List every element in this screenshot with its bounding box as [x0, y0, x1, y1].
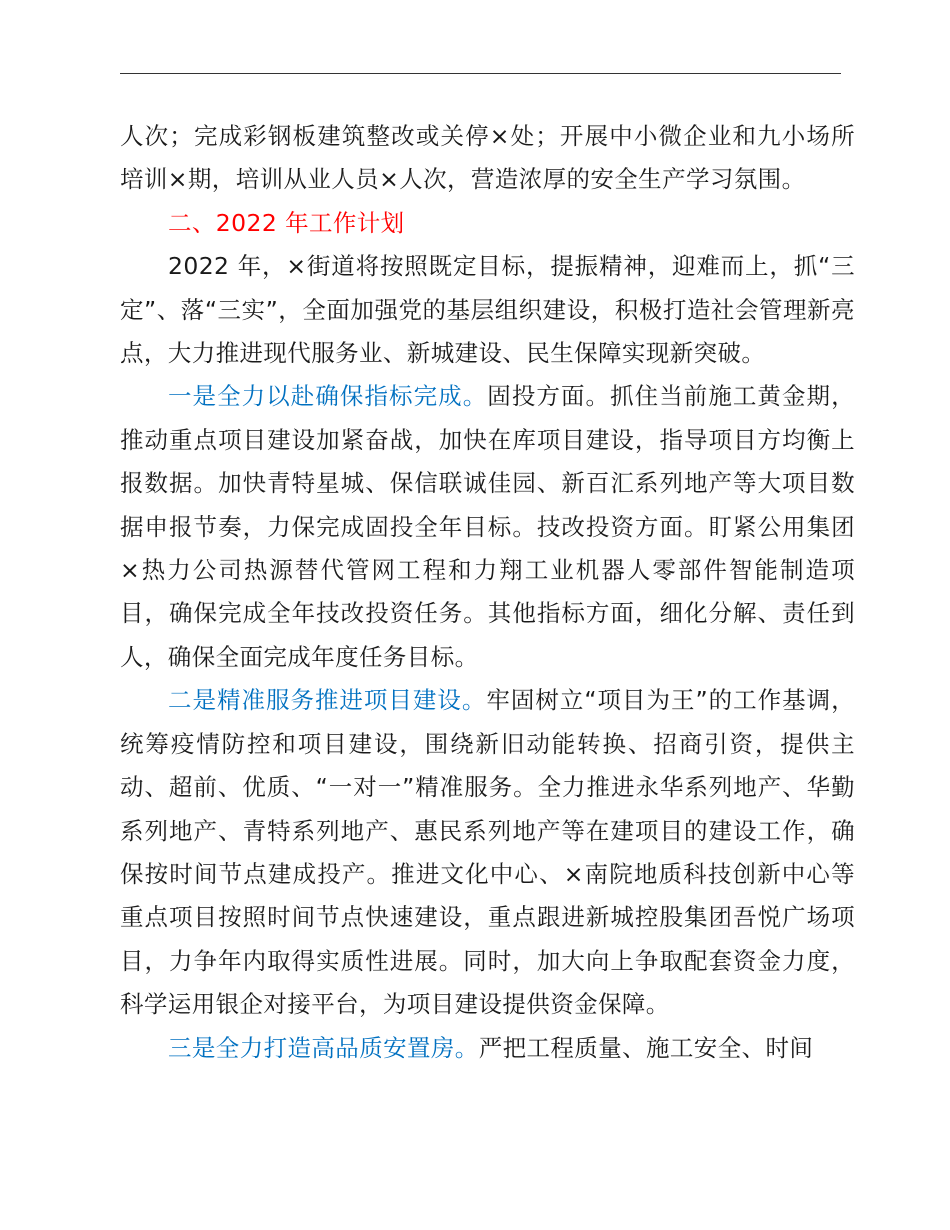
- paragraph-item-1: [120, 375, 855, 679]
- paragraph-item-3: [120, 1027, 855, 1070]
- item-1-body: 固投方面。抓住当前施工黄金期，推动重点项目建设加紧奋战，加快在库项目建设，指导项目方均衡上报数据。加快青特星城、保信联诚佳园、新百汇系列地产等大项目数据申报节奏，力保完成固投全年目标。技改投资方面。盯紧公用集团×热力公司热源替代管网工程和力翔工业机器人零部件智能制造项目，确保完成全年技改投资任务。其他指标方面，细化分解、责任到人，确保全面完成年度任务目标。: [120, 382, 856, 671]
- paragraph-item-2: [120, 679, 855, 1026]
- paragraph-intro: 2022 年，×街道将按照既定目标，提振精神，迎难而上，抓“三定”、落“三实”，全面加强党的基层组织建设，积极打造社会管理新亮点，大力推进现代服务业、新城建设、民生保障实现新突破。: [120, 252, 855, 368]
- paragraph-continuation: 人次；完成彩钢板建筑整改或关停×处；开展中小微企业和九小场所培训×期，培训从业人员×人次，营造浓厚的安全生产学习氛围。: [120, 122, 855, 194]
- header-rule: [120, 73, 841, 74]
- item-1-lead: 一是全力以赴确保指标完成。: [168, 382, 488, 411]
- section-heading: 二、2022 年工作计划: [168, 208, 405, 237]
- item-3-body: 严把工程质量、施工安全、时间: [478, 1033, 814, 1062]
- item-3-lead: 三是全力打造高品质安置房。: [168, 1033, 479, 1062]
- item-2-body: 牢固树立“项目为王”的工作基调，统筹疫情防控和项目建设，围绕新旧动能转换、招商引资，提供主动、超前、优质、“一对一”精准服务。全力推进永华系列地产、华勤系列地产、青特系列地产、惠民系列地产等在建项目的建设工作，确保按时间节点建成投产。推进文化中心、×南院地质科技创新中心等重点项目按照时间节点快速建设，重点跟进新城控股集团吾悦广场项目，力争年内取得实质性进展。同时，加大向上争取配套资金力度，科学运用银企对接平台，为项目建设提供资金保障。: [120, 686, 856, 1019]
- document-body: [120, 115, 855, 1070]
- item-2-lead: 二是精准服务推进项目建设。: [168, 686, 487, 715]
